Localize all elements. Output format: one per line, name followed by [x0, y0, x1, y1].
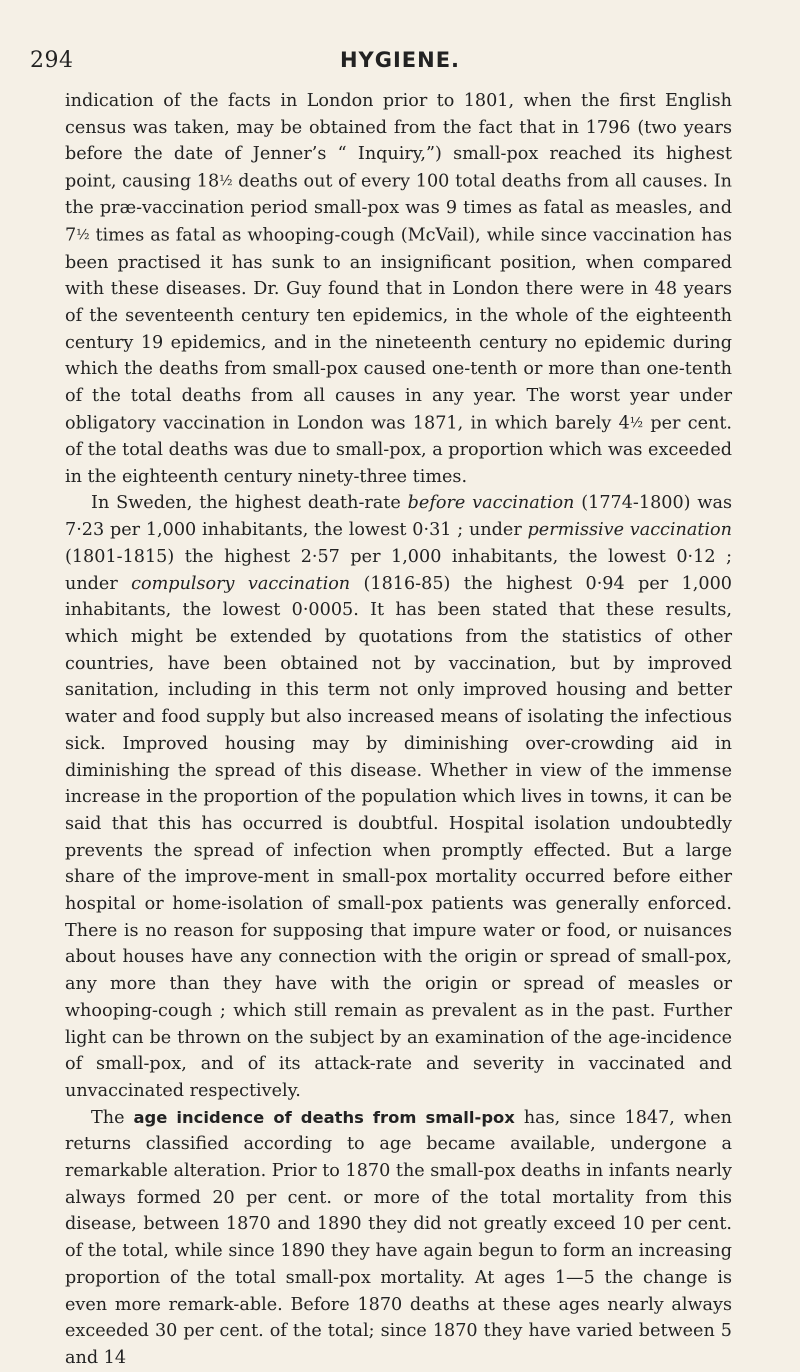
text-run: The: [91, 1107, 134, 1128]
text-run: (1774-1800) was 7·23 per 1,000 inhabitants, the lowest 0·31 ; under: [65, 493, 732, 541]
paragraph: [65, 1105, 732, 1372]
text-run: has, since 1847, when returns classified according to age became available, undergone a remarkable alteration. Prior to 1870 the small-pox deaths in infants nearly always formed 20 per cent. or more of the total mortality from this disease, between 1870 and 1890 they did not greatly exceed 10 per cent. of the total, while since 1890 they have again begun to form an increasing proportion of the total small-pox mortality. At ages 1—5 the change is even more remark-able. Before 1870 deaths at these ages nearly always exceeded 30 per cent. of the total; since 1870 they have varied between 5 and 14: [65, 1107, 732, 1368]
page-number: 294: [30, 48, 74, 73]
emphasis-text: before vaccination: [407, 493, 575, 514]
fraction: ½: [76, 227, 90, 244]
fraction: ½: [629, 414, 644, 431]
section-heading-inline: age incidence of deaths from small-pox: [133, 1107, 515, 1127]
emphasis-text: compulsory vaccination: [131, 573, 351, 594]
text-run: per cent. of the total deaths was due to small-pox, a proportion which was exceeded in the eighteenth century ninety-three times.: [65, 413, 732, 487]
paragraph: [65, 490, 732, 1104]
text-run: deaths out of every 100 total deaths from all causes. In the præ-vaccination period small-pox was 9 times as fatal as measles, and 7: [65, 171, 732, 246]
body-text: [65, 88, 732, 1372]
text-run: (1801-1815) the highest 2·57 per 1,000 inhabitants, the lowest 0·12 ; under: [65, 546, 732, 594]
emphasis-text: permissive vaccination: [527, 520, 732, 541]
fraction: ½: [219, 173, 233, 190]
text-run: (1816-85) the highest 0·94 per 1,000 inhabitants, the lowest 0·0005. It has been stated that these results, which might be extended by quotations from the statistics of other countries, have been obtained not by vaccination, but by improved sanitation, including in this term not only improved housing and better water and food supply but also increased means of isolating the infectious sick. Improved housing may by diminishing over-crowding aid in diminishing the spread of this disease. Whether in view of the immense increase in the proportion of the population which lives in towns, it can be said that this has occurred is doubtful. Hospital isolation undoubtedly prevents the spread of infection when promptly effected. But a large share of the improve-ment in small-pox mortality occurred before either hospital or home-isolation of small-pox patients was generally enforced. There is no reason for supposing that impure water or food, or nuisances about houses have any connection with the origin or spread of small-pox, any more than they have with the origin or spread of measles or whooping-cough ; which still remain as prevalent as in the past. Further light can be thrown on the subject by an examination of the age-incidence of small-pox, and of its attack-rate and severity in vaccinated and unvaccinated respectively.: [65, 573, 732, 1101]
running-title: HYGIENE.: [339, 48, 461, 72]
paragraph: [65, 88, 732, 490]
text-run: times as fatal as whooping-cough (McVail), while since vaccination has been practised it has sunk to an insignificant position, when compared with these diseases. Dr. Guy found that in London there were in 48 years of the seventeenth century ten epidemics, in the whole of the eighteenth century 19 epidemics, and in the nineteenth century no epidemic during which the deaths from small-pox caused one-tenth or more than one-tenth of the total deaths from all causes in any year. The worst year under obligatory vaccination in London was 1871, in which barely 4: [65, 225, 732, 434]
text-run: In Sweden, the highest death-rate: [91, 493, 408, 514]
text-run: indication of the facts in London prior to 1801, when the first English census was taken, may be obtained from the fact that in 1796 (two years before the date of Jenner’s “ Inquiry,”) small-pox reached its highest point, causing 18: [65, 91, 732, 192]
